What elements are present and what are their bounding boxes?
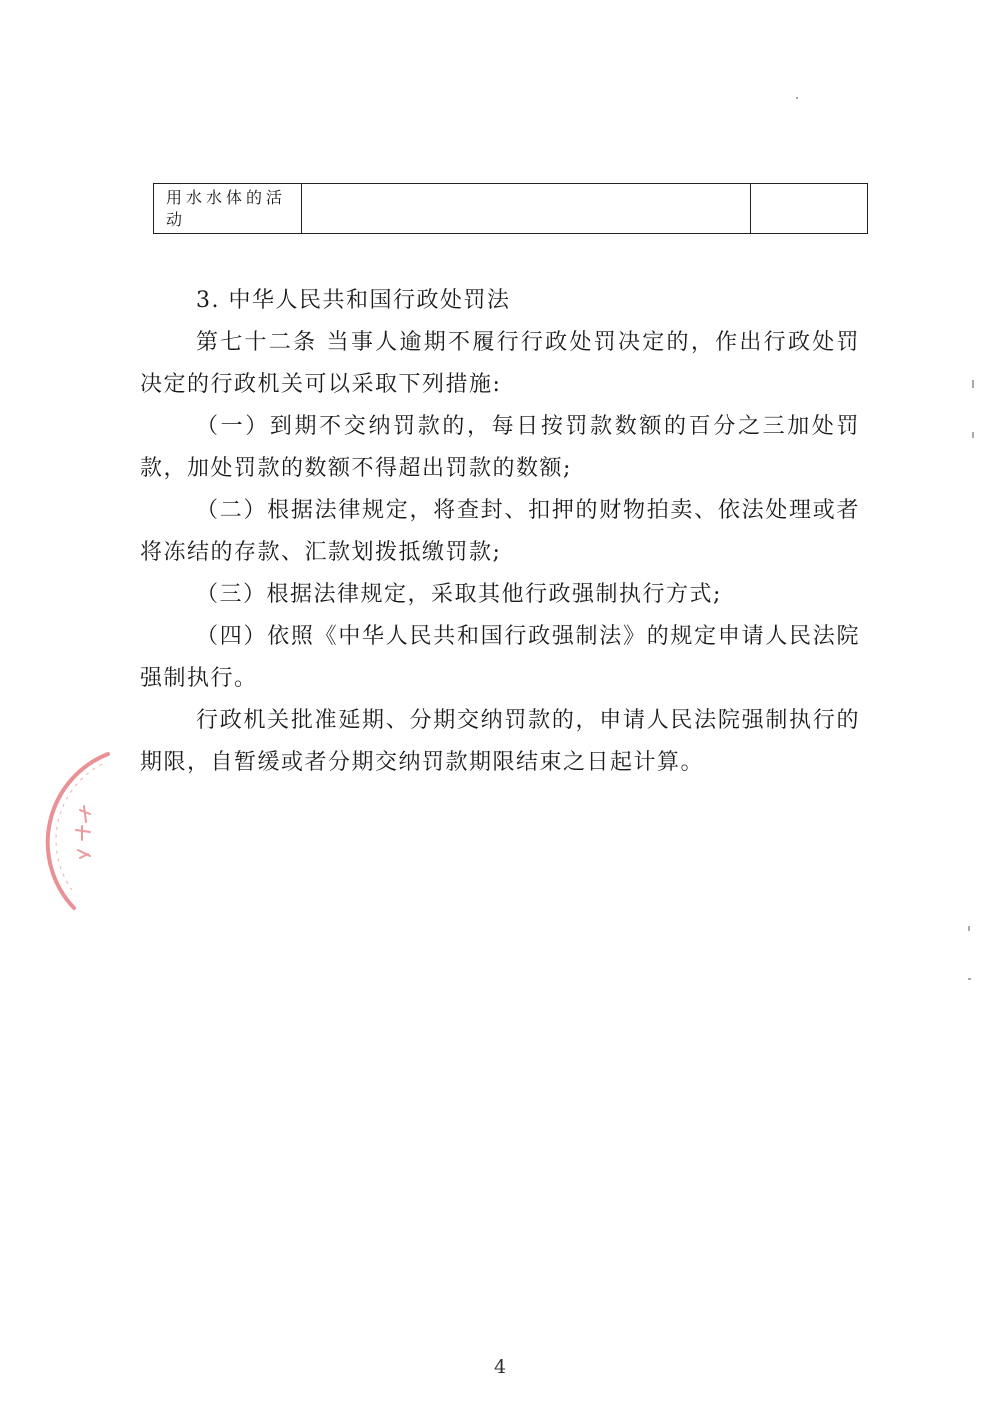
list-item: （四）依照《中华人民共和国行政强制法》的规定申请人民法院强制执行。 bbox=[140, 624, 860, 691]
table-fragment bbox=[153, 183, 868, 234]
list-item: （三）根据法律规定，采取其他行政强制执行方式; bbox=[196, 582, 722, 607]
section-heading: 3. 中华人民共和国行政处罚法 bbox=[196, 288, 511, 313]
page-number: 4 bbox=[493, 1356, 507, 1378]
scan-speck bbox=[968, 926, 970, 931]
article-paragraph: 第七十二条 当事人逾期不履行行政处罚决定的，作出行政处罚决定的行政机关可以采取下列措施: bbox=[140, 330, 860, 397]
document-body bbox=[140, 280, 860, 784]
scan-speck bbox=[972, 432, 974, 438]
official-seal-icon bbox=[36, 740, 116, 920]
table-cell-empty bbox=[751, 184, 867, 233]
list-item: （二）根据法律规定，将查封、扣押的财物拍卖、依法处理或者将冻结的存款、汇款划拨抵缴罚款; bbox=[140, 498, 860, 565]
table-cell-activity: 用水水体的活动 bbox=[154, 184, 302, 233]
scan-speck bbox=[972, 380, 974, 388]
scan-speck bbox=[968, 978, 971, 980]
table-cell-empty bbox=[302, 184, 751, 233]
scan-speck bbox=[796, 97, 798, 99]
list-item: （一）到期不交纳罚款的，每日按罚款数额的百分之三加处罚款，加处罚款的数额不得超出罚款的数额; bbox=[140, 414, 860, 481]
closing-paragraph: 行政机关批准延期、分期交纳罚款的，申请人民法院强制执行的期限，自暂缓或者分期交纳罚款期限结束之日起计算。 bbox=[140, 708, 860, 775]
